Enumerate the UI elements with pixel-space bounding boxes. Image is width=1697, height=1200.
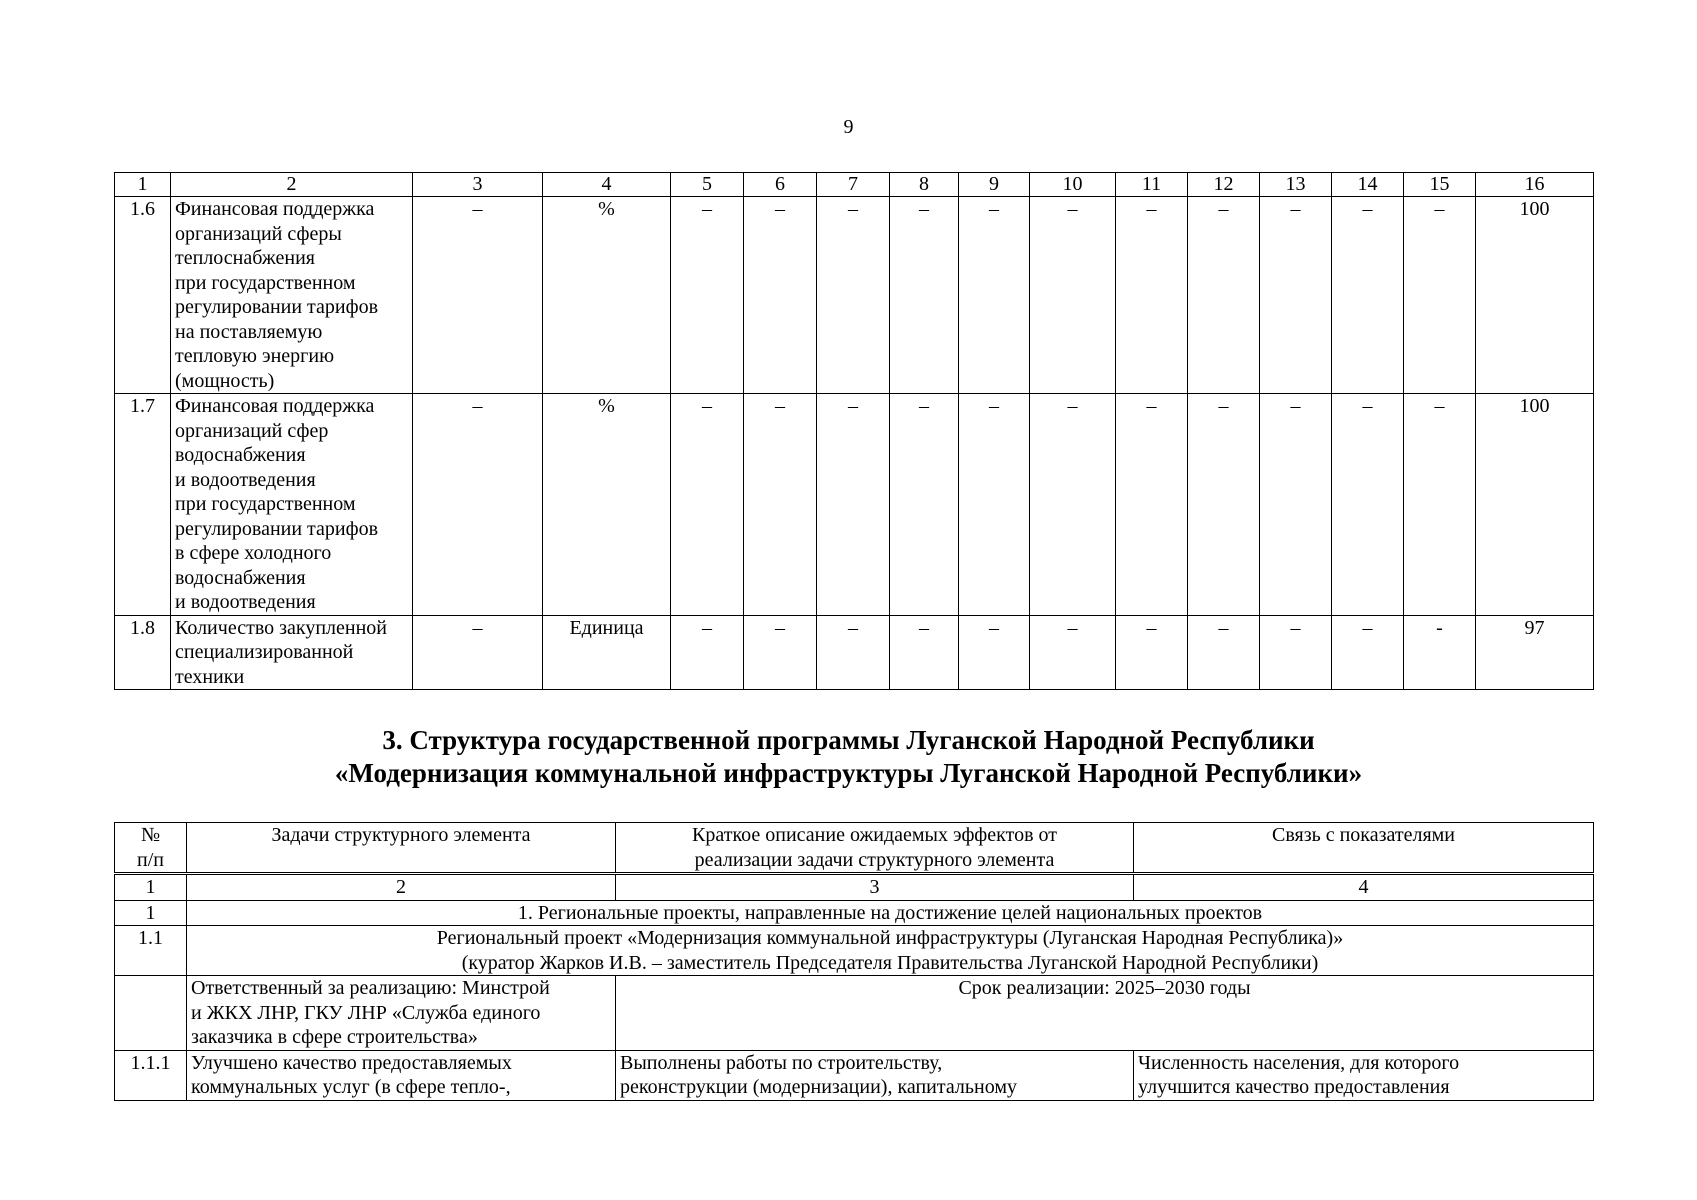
header-tasks: Задачи структурного элемента <box>187 823 616 874</box>
indicator-name-line: Количество закупленной <box>175 616 388 639</box>
indicator-name-line: на поставляемую <box>175 320 323 343</box>
header-num-line1: № <box>140 824 161 846</box>
header-num-line2: п/п <box>137 848 164 871</box>
indicator-name-line: и водоотведения <box>175 468 316 491</box>
indicator-name-line: специализированной <box>175 641 354 663</box>
effect-line: реконструкции (модернизации), капитальному <box>620 1076 1018 1098</box>
header-effects-line1: Краткое описание ожидаемых эффектов от <box>692 824 1057 846</box>
column-number-cell: 1 <box>115 173 171 197</box>
indicator-name-line: водоснабжения <box>175 566 306 589</box>
indicator-value: - <box>1404 615 1476 690</box>
indicator-value: – <box>1030 197 1116 394</box>
task-line: коммунальных услуг (в сфере тепло-, <box>191 1076 511 1098</box>
indicator-value: – <box>1188 615 1260 690</box>
indicator-value: – <box>1116 197 1188 394</box>
section-num: 1 <box>115 900 187 926</box>
column-number-cell: 6 <box>744 173 817 197</box>
indicator-value: – <box>817 615 890 690</box>
indicator-name-line: организаций сферы <box>175 222 342 245</box>
header-num <box>115 823 187 874</box>
colnum-cell: 3 <box>616 874 1134 901</box>
section-text: 1. Региональные проекты, направленные на достижение целей национальных проектов <box>187 900 1594 926</box>
indicator-target: 100 <box>1476 394 1594 616</box>
indicator-link-line: Численность населения, для которого <box>1138 1051 1460 1074</box>
indicator-unit: Единица <box>543 615 671 690</box>
indicator-value: – <box>817 197 890 394</box>
structure-section-row <box>115 900 1594 926</box>
indicator-value: – <box>744 394 817 616</box>
indicator-value: – <box>890 394 959 616</box>
column-number-cell: 4 <box>543 173 671 197</box>
indicator-value: – <box>671 394 744 616</box>
column-number-cell: 7 <box>817 173 890 197</box>
indicator-num: 1.7 <box>115 394 171 616</box>
indicator-col3: – <box>413 197 543 394</box>
responsible-line: заказчика в сфере строительства» <box>191 1026 478 1048</box>
indicator-value: – <box>671 197 744 394</box>
project-line2: (куратор Жарков И.В. – заместитель Председателя Правительства Луганской Народной Республики) <box>461 951 1319 974</box>
indicator-name <box>171 197 413 394</box>
indicator-col3: – <box>413 615 543 690</box>
structure-colnum-row <box>115 874 1594 901</box>
indicator-unit: % <box>543 394 671 616</box>
structure-header-row <box>115 823 1594 874</box>
column-number-cell: 5 <box>671 173 744 197</box>
indicator-name-line: организаций сфер <box>175 419 329 442</box>
indicator-unit: % <box>543 197 671 394</box>
indicator-value: – <box>817 394 890 616</box>
section-title <box>0 724 1697 790</box>
indicator-value: – <box>1404 197 1476 394</box>
indicator-name-line: Финансовая поддержка <box>175 198 375 220</box>
indicator-value: – <box>1116 394 1188 616</box>
indicator-value: – <box>1260 615 1332 690</box>
column-number-cell: 15 <box>1404 173 1476 197</box>
indicator-value: – <box>744 615 817 690</box>
indicator-value: – <box>744 197 817 394</box>
task-num: 1.1.1 <box>115 1050 187 1100</box>
indicator-value: – <box>1030 615 1116 690</box>
indicator-row <box>115 615 1594 690</box>
indicator-num: 1.8 <box>115 615 171 690</box>
column-number-cell: 14 <box>1332 173 1404 197</box>
header-effects-line2: реализации задачи структурного элемента <box>694 848 1055 871</box>
indicator-value: – <box>1188 197 1260 394</box>
effect-text <box>616 1050 1134 1100</box>
indicator-value: – <box>959 394 1030 616</box>
column-number-cell: 12 <box>1188 173 1260 197</box>
indicator-row <box>115 394 1594 616</box>
project-line1: Региональный проект «Модернизация коммунальной инфраструктуры (Луганская Народная Республика)» <box>436 927 1344 949</box>
indicator-value: – <box>959 615 1030 690</box>
indicator-value: – <box>959 197 1030 394</box>
indicator-name-line: техники <box>175 665 245 688</box>
indicator-name-line: и водоотведения <box>175 591 316 613</box>
indicator-value: – <box>1116 615 1188 690</box>
section-title-line1: 3. Структура государственной программы Луганской Народной Республики <box>382 725 1315 755</box>
indicator-value: – <box>1188 394 1260 616</box>
indicator-name <box>171 394 413 616</box>
structure-table <box>114 822 1594 1101</box>
column-number-cell: 9 <box>959 173 1030 197</box>
indicator-value: – <box>890 197 959 394</box>
project-num: 1.1 <box>115 926 187 976</box>
indicator-value: – <box>1332 394 1404 616</box>
section-title-line2: «Модернизация коммунальной инфраструктуры Луганской Народной Республики» <box>334 758 1363 788</box>
indicator-name-line: водоснабжения <box>175 444 306 466</box>
indicator-target: 100 <box>1476 197 1594 394</box>
indicator-name-line: в сфере холодного <box>175 542 332 564</box>
responsible-line: и ЖКХ ЛНР, ГКУ ЛНР «Служба единого <box>191 1001 541 1024</box>
indicator-value: – <box>671 615 744 690</box>
indicator-link-text <box>1134 1050 1594 1100</box>
structure-task-row <box>115 1050 1594 1100</box>
indicator-name <box>171 615 413 690</box>
column-number-cell: 2 <box>171 173 413 197</box>
indicator-name-line: тепловую энергию <box>175 345 335 367</box>
column-number-cell: 8 <box>890 173 959 197</box>
column-number-cell: 11 <box>1116 173 1188 197</box>
colnum-cell: 2 <box>187 874 616 901</box>
indicator-value: – <box>1260 394 1332 616</box>
effect-line: Выполнены работы по строительству, <box>620 1051 943 1074</box>
header-effects <box>616 823 1134 874</box>
header-indicators-link: Связь с показателями <box>1134 823 1594 874</box>
column-number-cell: 10 <box>1030 173 1116 197</box>
responsible-text <box>187 976 616 1051</box>
indicator-name-line: Финансовая поддержка <box>175 395 375 417</box>
structure-responsible-row <box>115 976 1594 1051</box>
column-number-cell: 13 <box>1260 173 1332 197</box>
colnum-cell: 1 <box>115 874 187 901</box>
responsible-line: Ответственный за реализацию: Минстрой <box>191 977 550 999</box>
column-number-cell: 3 <box>413 173 543 197</box>
column-number-cell: 16 <box>1476 173 1594 197</box>
project-text <box>187 926 1594 976</box>
indicators-header-row <box>115 173 1594 197</box>
indicator-name-line: регулировании тарифов <box>175 296 379 318</box>
task-line: Улучшено качество предоставляемых <box>191 1051 512 1074</box>
indicator-value: – <box>1332 197 1404 394</box>
indicator-value: – <box>1030 394 1116 616</box>
page-number: 9 <box>843 116 854 138</box>
indicator-row <box>115 197 1594 394</box>
indicator-value: – <box>1332 615 1404 690</box>
indicator-name-line: при государственном <box>175 493 356 515</box>
indicator-value: – <box>1260 197 1332 394</box>
responsible-num <box>115 976 187 1051</box>
term-text: Срок реализации: 2025–2030 годы <box>616 976 1594 1051</box>
indicator-name-line: при государственном <box>175 271 356 294</box>
indicator-col3: – <box>413 394 543 616</box>
indicator-value: – <box>890 615 959 690</box>
indicator-value: – <box>1404 394 1476 616</box>
indicator-link-line: улучшится качество предоставления <box>1138 1076 1450 1098</box>
indicator-name-line: (мощность) <box>175 369 275 392</box>
colnum-cell: 4 <box>1134 874 1594 901</box>
indicator-target: 97 <box>1476 615 1594 690</box>
task-text <box>187 1050 616 1100</box>
indicators-table <box>114 172 1594 690</box>
structure-project-row <box>115 926 1594 976</box>
indicator-name-line: регулировании тарифов <box>175 517 379 540</box>
indicator-num: 1.6 <box>115 197 171 394</box>
indicator-name-line: теплоснабжения <box>175 247 315 269</box>
